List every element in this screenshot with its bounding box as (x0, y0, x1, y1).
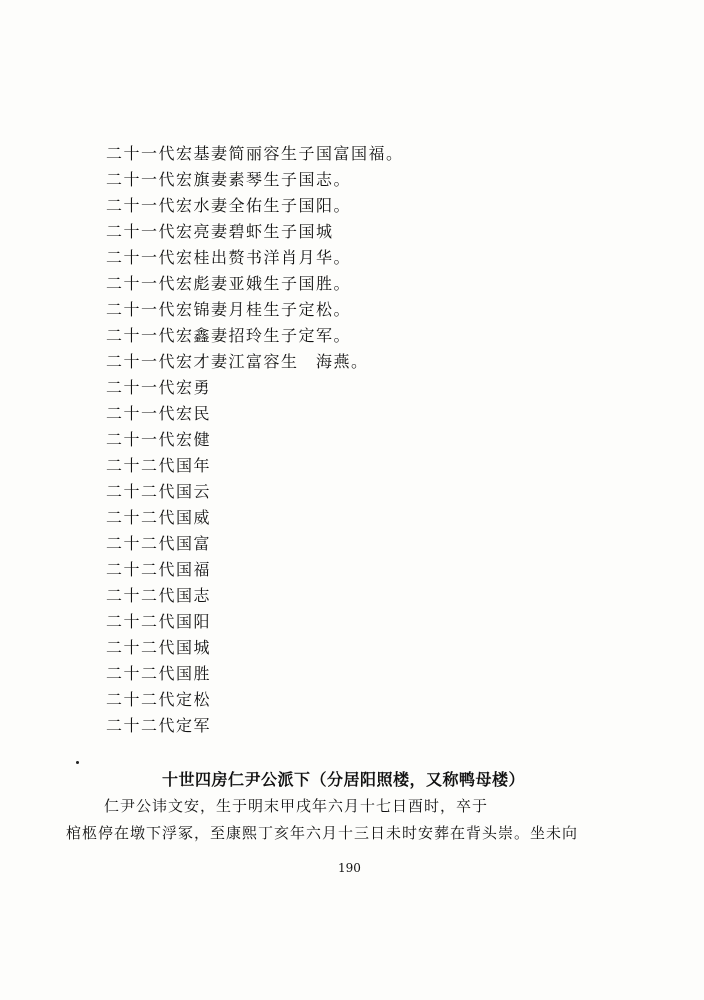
genealogy-entry: 二十一代宏鑫妻招玲生子定军。 (106, 326, 352, 345)
genealogy-entry: 二十二代国胜 (106, 664, 212, 683)
genealogy-entry-list (106, 141, 404, 739)
genealogy-entry: 二十二代国志 (106, 586, 212, 605)
genealogy-entry: 二十二代国福 (106, 560, 212, 579)
genealogy-entry: 二十二代国阳 (106, 612, 212, 631)
genealogy-entry: 二十一代宏勇 (106, 378, 212, 397)
section-heading: 十世四房仁尹公派下（分居阳照楼，又称鸭母楼） (162, 770, 526, 789)
genealogy-entry: 二十一代宏亮妻碧虾生子国城 (106, 222, 334, 241)
body-paragraph-line: 仁尹公讳文安，生于明末甲戌年六月十七日酉时，卒于 (104, 797, 489, 815)
genealogy-entry: 二十二代定松 (106, 690, 212, 709)
genealogy-entry: 二十二代国云 (106, 482, 212, 501)
scan-speck (76, 761, 79, 764)
genealogy-entry: 二十一代宏旗妻素琴生子国志。 (106, 170, 352, 189)
genealogy-entry: 二十一代宏民 (106, 404, 212, 423)
genealogy-entry: 二十二代国城 (106, 638, 212, 657)
genealogy-entry: 二十二代国富 (106, 534, 212, 553)
body-paragraph-line: 棺柩停在墩下浮冢，至康熙丁亥年六月十三日未时安葬在背头崇。坐未向 (66, 824, 579, 842)
genealogy-entry: 二十二代国年 (106, 456, 212, 475)
page-number: 190 (338, 861, 361, 875)
genealogy-entry: 二十一代宏锦妻月桂生子定松。 (106, 300, 352, 319)
genealogy-entry: 二十一代宏健 (106, 430, 212, 449)
genealogy-entry: 二十一代宏水妻全佑生子国阳。 (106, 196, 352, 215)
genealogy-entry: 二十一代宏才妻江富容生 海燕。 (106, 352, 369, 371)
genealogy-entry: 二十二代国威 (106, 508, 212, 527)
genealogy-entry: 二十二代定军 (106, 716, 212, 735)
genealogy-entry: 二十一代宏基妻简丽容生子国富国福。 (106, 144, 404, 163)
genealogy-entry: 二十一代宏彪妻亚娥生子国胜。 (106, 274, 352, 293)
genealogy-entry: 二十一代宏桂出赘书洋肖月华。 (106, 248, 352, 267)
